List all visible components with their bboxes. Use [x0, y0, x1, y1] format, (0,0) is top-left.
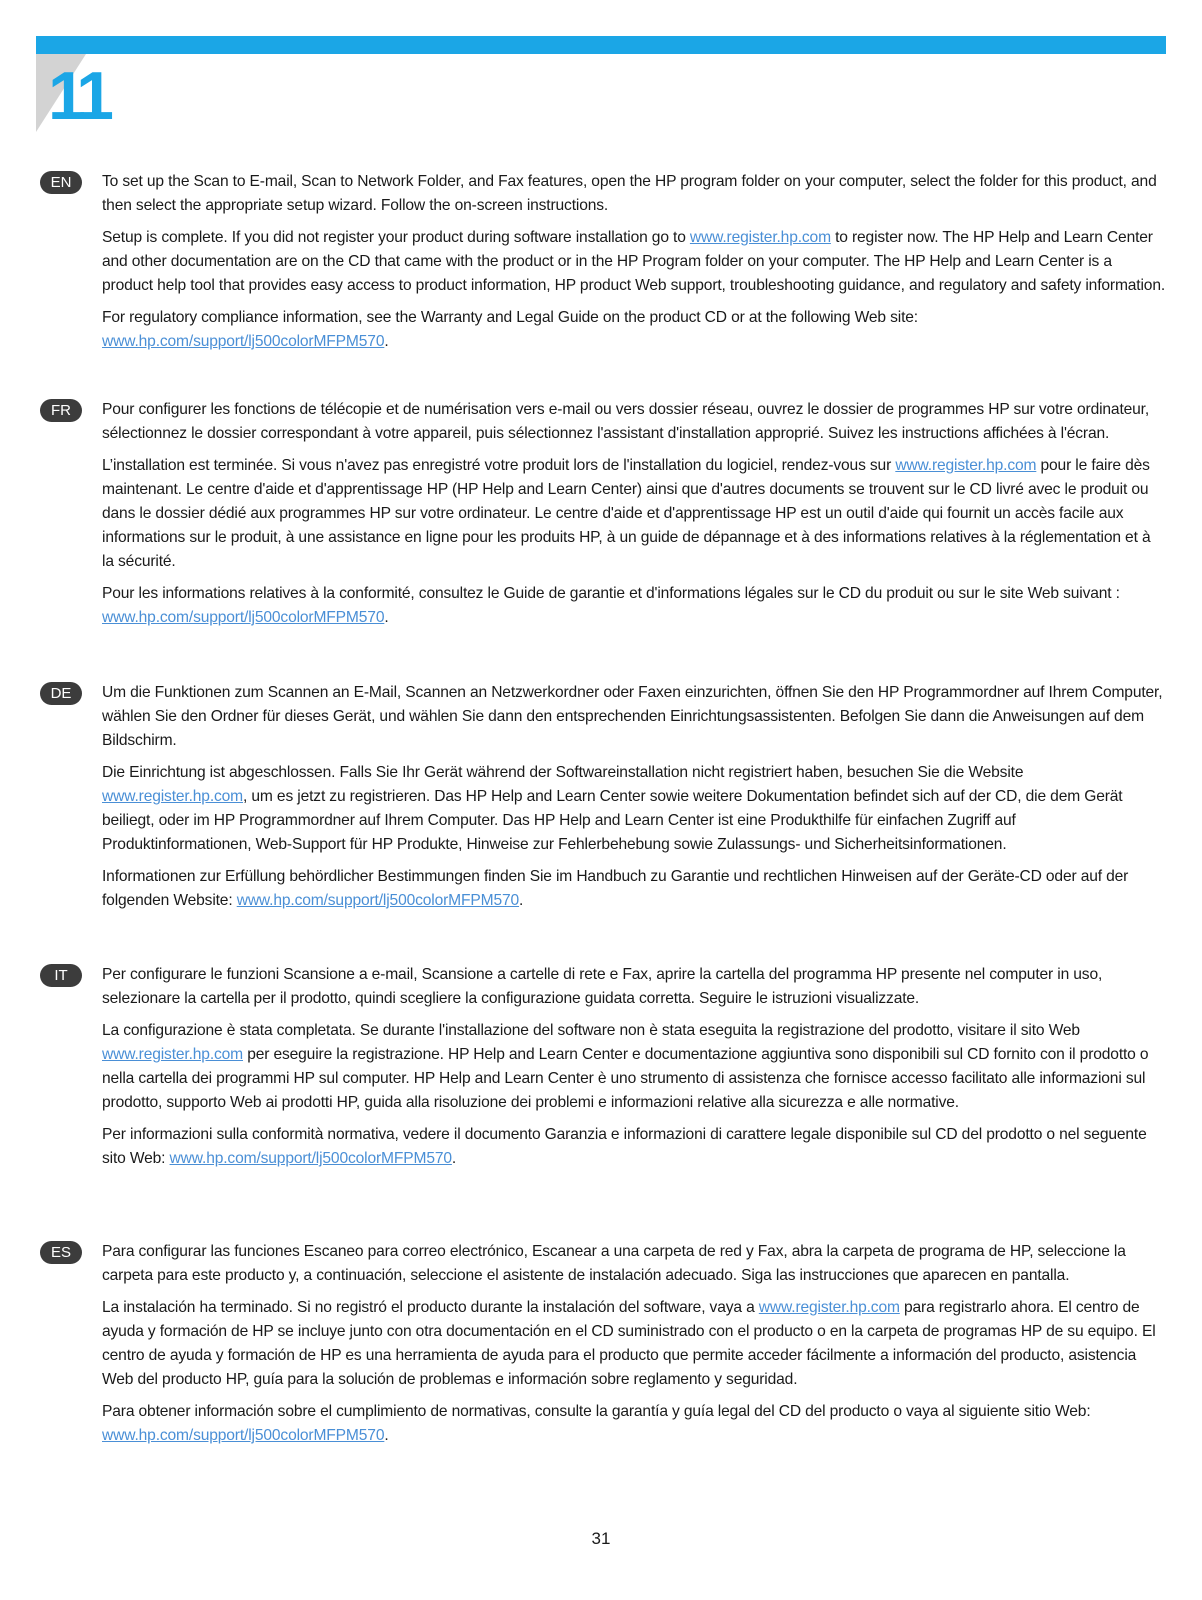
paragraph-text: .	[384, 333, 389, 350]
paragraph-text: .	[519, 892, 524, 909]
paragraph	[102, 582, 1166, 630]
language-badge-en: EN	[40, 171, 82, 194]
paragraph-text: For regulatory compliance information, see the Warranty and Legal Guide on the product CD or at the following Web site:	[102, 309, 918, 326]
paragraph-text: Die Einrichtung ist abgeschlossen. Falls Sie Ihr Gerät während der Softwareinstallation nicht registriert haben, besuchen Sie die Website	[102, 764, 1024, 781]
paragraph	[102, 761, 1166, 857]
paragraph-text: .	[384, 609, 389, 626]
paragraph	[102, 226, 1166, 298]
paragraph	[102, 306, 1166, 354]
paragraph	[102, 1296, 1166, 1392]
web-link[interactable]: www.register.hp.com	[102, 788, 244, 805]
language-badge-es: ES	[40, 1241, 82, 1264]
paragraph	[102, 454, 1166, 574]
paragraph	[102, 865, 1166, 913]
section-paragraphs	[102, 681, 1166, 921]
paragraph-text: La instalación ha terminado. Si no registró el producto durante la instalación del software, vaya a	[102, 1299, 759, 1316]
paragraph-text: Per informazioni sulla conformità normativa, vedere il documento Garanzia e informazioni di carattere legale disponibile sul CD del prodotto o nel seguente sito Web:	[102, 1126, 1147, 1167]
paragraph-text: Per configurare le funzioni Scansione a e-mail, Scansione a cartelle di rete e Fax, aprire la cartella del programma HP presente nel computer in uso, selezionare la cartella per il prodotto, quindi scegliere la configurazione guidata corretta. Seguire le istruzioni visualizzate.	[102, 966, 1103, 1007]
paragraph	[102, 963, 1166, 1011]
paragraph-text: Para configurar las funciones Escaneo para correo electrónico, Escanear a una carpeta de red y Fax, abra la carpeta de programa de HP, seleccione la carpeta para este producto y, a continuación, seleccione el asistente de instalación adecuado. Siga las instrucciones que aparecen en pantalla.	[102, 1243, 1126, 1284]
step-number: 11	[48, 58, 108, 134]
paragraph	[102, 398, 1166, 446]
web-link[interactable]: www.register.hp.com	[689, 229, 831, 246]
web-link[interactable]: www.hp.com/support/lj500colorMFPM570	[102, 333, 385, 350]
paragraph-text: para registrarlo ahora. El centro de ayuda y formación de HP se incluye junto con otra documentación en el CD suministrado con el producto o en la carpeta de programas HP de su equipo. El centro de ayuda y formación de HP es una herramienta de ayuda para el producto que permite acceder fácilmente a información del producto, asistencia Web del producto HP, guía para la solución de problemas e información sobre reglamento y seguridad.	[102, 1299, 1156, 1388]
web-link[interactable]: www.hp.com/support/lj500colorMFPM570	[102, 1427, 385, 1444]
language-badge-de: DE	[40, 682, 82, 705]
section-paragraphs	[102, 170, 1166, 362]
paragraph-text: .	[451, 1150, 457, 1167]
section-paragraphs	[102, 1240, 1166, 1456]
paragraph	[102, 681, 1166, 753]
paragraph-text: Um die Funktionen zum Scannen an E-Mail, Scannen an Netzwerkordner oder Faxen einzurichten, öffnen Sie den HP Programmordner auf Ihrem Computer, wählen Sie den Ordner für dieses Gerät, und wählen Sie dann den entsprechenden Einrichtungsassistenten. Befolgen Sie dann die Anweisungen auf dem Bildschirm.	[102, 684, 1163, 749]
section-paragraphs	[102, 398, 1166, 638]
paragraph	[102, 1400, 1166, 1448]
web-link[interactable]: www.register.hp.com	[758, 1299, 900, 1316]
paragraph	[102, 1240, 1166, 1288]
paragraph-text: La configurazione è stata completata. Se durante l'installazione del software non è stata eseguita la registrazione del prodotto, visitare il sito Web	[102, 1022, 1080, 1039]
paragraph-text: Pour configurer les fonctions de télécopie et de numérisation vers e-mail ou vers dossier réseau, ouvrez le dossier de programmes HP sur votre ordinateur, sélectionnez le dossier correspondant à votre appareil, puis sélectionnez l'assistant d'installation approprié. Suivez les instructions affichées à l'écran.	[102, 401, 1150, 442]
web-link[interactable]: www.register.hp.com	[895, 457, 1037, 474]
paragraph-text: Informationen zur Erfüllung behördlicher Bestimmungen finden Sie im Handbuch zu Garantie und rechtlichen Hinweisen auf der Geräte-CD oder auf der folgenden Website:	[102, 868, 1129, 909]
section-paragraphs	[102, 963, 1166, 1179]
language-badge-it: IT	[40, 964, 82, 987]
web-link[interactable]: www.register.hp.com	[102, 1046, 244, 1063]
web-link[interactable]: www.hp.com/support/lj500colorMFPM570	[102, 609, 385, 626]
language-badge-fr: FR	[40, 399, 82, 422]
paragraph-text: L’installation est terminée. Si vous n'avez pas enregistré votre produit lors de l'installation du logiciel, rendez-vous sur	[102, 457, 896, 474]
paragraph	[102, 1123, 1166, 1171]
paragraph-text: .	[384, 1427, 389, 1444]
paragraph-text: per eseguire la registrazione. HP Help and Learn Center e documentazione aggiuntiva sono disponibili sul CD fornito con il prodotto o nella cartella dei programmi HP sul computer. HP Help and Learn Center è uno strumento di assistenza che fornisce accesso facilitato alle informazioni sul prodotto, supporto Web ai prodotti HP, guida alla risoluzione dei problemi e informazioni relative alla sicurezza e alle normative.	[102, 1046, 1149, 1111]
paragraph-text: Para obtener información sobre el cumplimiento de normativas, consulte la garantía y guía legal del CD del producto o vaya al siguiente sitio Web:	[102, 1403, 1091, 1420]
paragraph-text: pour le faire dès maintenant. Le centre d'aide et d'apprentissage HP (HP Help and Learn Center) ainsi que d'autres documents se trouvent sur le CD livré avec le produit ou dans le dossier dédié aux programmes HP sur votre ordinateur. Le centre d'aide et d'apprentissage HP est un outil d'aide qui fournit un accès facile aux informations sur le produit, à une assistance en ligne pour les produits HP, à un guide de dépannage et à des informations relatives à la réglementation et à la sécurité.	[102, 457, 1151, 570]
paragraph-text: To set up the Scan to E-mail, Scan to Network Folder, and Fax features, open the HP program folder on your computer, select the folder for this product, and then select the appropriate setup wizard. Follow the on-screen instructions.	[102, 173, 1157, 214]
web-link[interactable]: www.hp.com/support/lj500colorMFPM570	[169, 1150, 452, 1167]
web-link[interactable]: www.hp.com/support/lj500colorMFPM570	[236, 892, 520, 909]
paragraph	[102, 170, 1166, 218]
paragraph	[102, 1019, 1166, 1115]
paragraph-text: , um es jetzt zu registrieren. Das HP Help and Learn Center sowie weitere Dokumentation befindet sich auf der CD, die dem Gerät beiliegt, oder im HP Programmordner auf Ihrem Computer. Das HP Help and Learn Center ist eine Produkthilfe für einfachen Zugriff auf Produktinformationen, Web-Support für HP Produkte, Hinweise zur Fehlerbehebung sowie Zulassungs- und Sicherheitsinformationen.	[102, 788, 1123, 853]
paragraph-text: Pour les informations relatives à la conformité, consultez le Guide de garantie et d'informations légales sur le CD du produit ou sur le site Web suivant :	[102, 585, 1120, 602]
page-number: 31	[591, 1529, 611, 1548]
paragraph-text: to register now. The HP Help and Learn Center and other documentation are on the CD that came with the product or in the HP Program folder on your computer. The HP Help and Learn Center is a product help tool that provides easy access to product information, HP product Web support, troubleshooting guidance, and regulatory and safety information.	[102, 229, 1166, 294]
paragraph-text: Setup is complete. If you did not register your product during software installation go to	[102, 229, 690, 246]
header-accent-bar	[36, 36, 1166, 54]
